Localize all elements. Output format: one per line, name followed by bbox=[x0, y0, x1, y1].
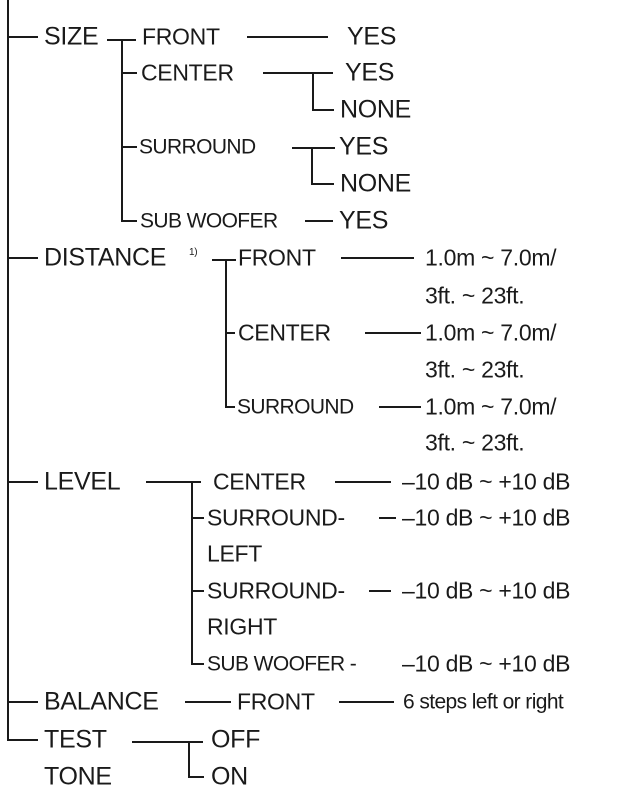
distance-surround-label: SURROUND bbox=[237, 395, 354, 419]
level-surround-left-label-line2: LEFT bbox=[207, 540, 263, 567]
size-center-option-yes: YES bbox=[345, 58, 395, 87]
balance-front-label: FRONT bbox=[237, 688, 315, 715]
distance-footnote: 1) bbox=[189, 247, 198, 258]
level-label: LEVEL bbox=[44, 467, 121, 496]
test-tone-option-on: ON bbox=[211, 762, 248, 791]
size-surround-label: SURROUND bbox=[139, 135, 256, 159]
level-sub-woofer-range: –10 dB ~ +10 dB bbox=[402, 650, 571, 677]
distance-center-range-metric: 1.0m ~ 7.0m/ bbox=[425, 319, 557, 346]
test-tone-label-line1: TEST bbox=[44, 725, 107, 754]
level-surround-left-label-line1: SURROUND- bbox=[207, 504, 345, 531]
distance-center-label: CENTER bbox=[238, 319, 331, 346]
level-surround-right-label-line1: SURROUND- bbox=[207, 577, 345, 604]
distance-surround-range-imperial: 3ft. ~ 23ft. bbox=[425, 429, 525, 456]
size-surround-option-yes: YES bbox=[339, 132, 389, 161]
level-center-range: –10 dB ~ +10 dB bbox=[402, 468, 571, 495]
test-tone-option-off: OFF bbox=[211, 725, 261, 754]
size-sub-woofer-option-yes: YES bbox=[339, 206, 389, 235]
balance-label: BALANCE bbox=[44, 687, 159, 716]
size-center-label: CENTER bbox=[141, 59, 234, 86]
size-front-label: FRONT bbox=[142, 23, 220, 50]
size-center-option-none: NONE bbox=[340, 95, 412, 124]
level-surround-left-range: –10 dB ~ +10 dB bbox=[402, 504, 571, 531]
distance-surround-range-metric: 1.0m ~ 7.0m/ bbox=[425, 393, 557, 420]
size-front-option-yes: YES bbox=[347, 22, 397, 51]
level-surround-right-range: –10 dB ~ +10 dB bbox=[402, 577, 571, 604]
test-tone-label-line2: TONE bbox=[44, 762, 112, 791]
size-surround-option-none: NONE bbox=[340, 169, 412, 198]
size-sub-woofer-label: SUB WOOFER bbox=[140, 209, 278, 233]
size-label: SIZE bbox=[44, 22, 99, 51]
level-surround-right-label-line2: RIGHT bbox=[207, 613, 278, 640]
distance-front-range-metric: 1.0m ~ 7.0m/ bbox=[425, 244, 557, 271]
distance-label: DISTANCE bbox=[44, 243, 167, 272]
level-sub-woofer-label: SUB WOOFER - bbox=[207, 652, 357, 676]
distance-front-range-imperial: 3ft. ~ 23ft. bbox=[425, 282, 525, 309]
distance-front-label: FRONT bbox=[238, 244, 316, 271]
distance-center-range-imperial: 3ft. ~ 23ft. bbox=[425, 356, 525, 383]
balance-front-range: 6 steps left or right bbox=[403, 690, 564, 714]
level-center-label: CENTER bbox=[213, 468, 306, 495]
